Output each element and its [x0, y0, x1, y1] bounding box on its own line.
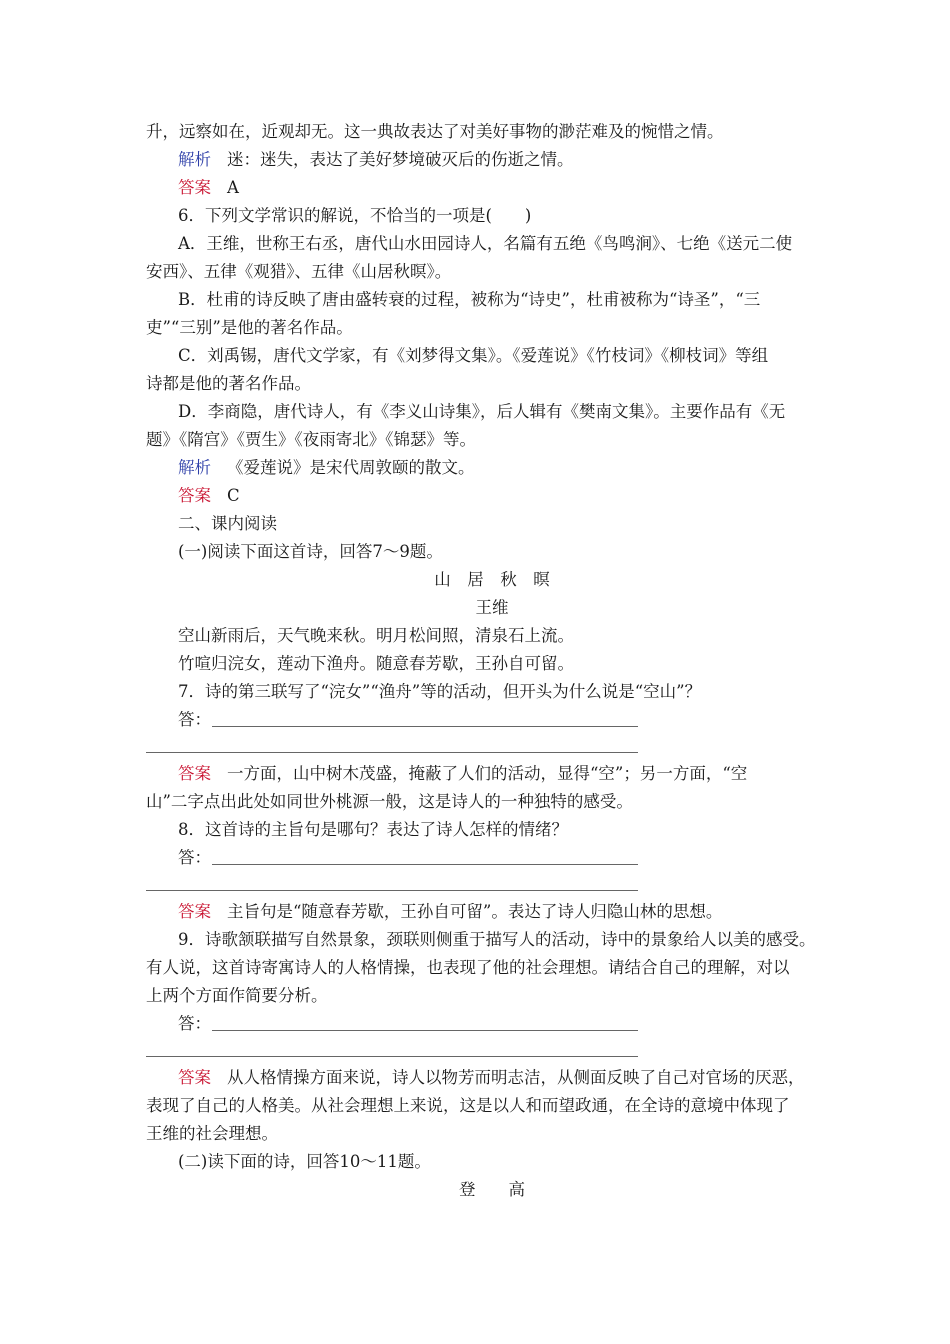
answer-prompt: 答： [178, 1014, 211, 1033]
answer-blank-line[interactable] [212, 1030, 638, 1031]
analysis-line [178, 458, 806, 478]
answer-line [178, 764, 806, 784]
answer-prompt: 答： [178, 710, 211, 729]
answer-blank-line[interactable] [146, 752, 638, 753]
answer-label: 答案 [178, 486, 211, 505]
answer-text: 从人格情操方面来说，诗人以物芳而明志洁，从侧面反映了自己对官场的厌恶， [227, 1068, 805, 1087]
answer-blank-line[interactable] [146, 1056, 638, 1057]
answer-text-line: 王维的社会理想。 [146, 1124, 278, 1143]
question-9-line1: 9．诗歌颔联描写自然景象，颈联则侧重于描写人的活动，诗中的景象给人以美的感受。 [178, 930, 816, 949]
answer-blank-line[interactable] [212, 864, 638, 865]
option-a-line1: A．王维，世称王右丞，唐代山水田园诗人，名篇有五绝《鸟鸣涧》、七绝《送元二使 [178, 234, 793, 253]
option-b-line2: 吏”“三别”是他的著名作品。 [146, 318, 353, 337]
answer-line [178, 902, 806, 922]
poem-author: 王维 [475, 598, 509, 617]
answer-text-line: 山”二字点出此处如同世外桃源一般，这是诗人的一种独特的感受。 [146, 792, 633, 811]
answer-text: 一方面，山中树木茂盛，掩蔽了人们的活动，显得“空”；另一方面，“空 [227, 764, 748, 783]
answer-line [178, 178, 806, 198]
poem-title: 登 高 [459, 1180, 525, 1199]
poem-line: 空山新雨后，天气晚来秋。明月松间照，清泉石上流。 [178, 626, 574, 645]
option-a-line2: 安西》、五律《观猎》、五律《山居秋暝》。 [146, 262, 452, 281]
option-c-line1: C．刘禹锡，唐代文学家，有《刘梦得文集》。《爱莲说》《竹枝词》《柳枝词》等组 [178, 346, 769, 365]
text-line: 升，远察如在，近观却无。这一典故表达了对美好事物的渺茫难及的惋惜之情。 [146, 122, 724, 141]
analysis-label: 解析 [178, 150, 211, 169]
question-9-line3: 上两个方面作简要分析。 [146, 986, 328, 1005]
answer-label: 答案 [178, 1068, 211, 1087]
question-7: 7．诗的第三联写了“浣女”“渔舟”等的活动，但开头为什么说是“空山”？ [178, 682, 702, 701]
poem-title: 山 居 秋 暝 [434, 570, 550, 589]
answer-blank-line[interactable] [146, 890, 638, 891]
option-c-line2: 诗都是他的著名作品。 [146, 374, 311, 393]
option-d-line2: 题》《隋宫》《贾生》《夜雨寄北》《锦瑟》等。 [146, 430, 476, 449]
section-heading: 二、课内阅读 [178, 514, 277, 533]
poem-line: 竹喧归浣女，莲动下渔舟。随意春芳歇，王孙自可留。 [178, 654, 574, 673]
answer-line [178, 486, 806, 506]
answer-text-line: 表现了自己的人格美。从社会理想上来说，这是以人和而望政通，在全诗的意境中体现了 [146, 1096, 790, 1115]
answer-line [178, 1068, 806, 1088]
answer-label: 答案 [178, 902, 211, 921]
analysis-text: 《爱莲说》是宋代周敦颐的散文。 [227, 458, 475, 477]
answer-label: 答案 [178, 764, 211, 783]
option-b-line1: B．杜甫的诗反映了唐由盛转衰的过程，被称为“诗史”，杜甫被称为“诗圣”，“三 [178, 290, 761, 309]
answer-prompt: 答： [178, 848, 211, 867]
subsection-instruction: (二)读下面的诗，回答10～11题。 [178, 1152, 431, 1171]
answer-blank-line[interactable] [212, 726, 638, 727]
option-d-line1: D．李商隐，唐代诗人，有《李义山诗集》，后人辑有《樊南文集》。主要作品有《无 [178, 402, 786, 421]
analysis-label: 解析 [178, 458, 211, 477]
answer-text: C [227, 486, 240, 505]
question-6: 6．下列文学常识的解说，不恰当的一项是( ) [178, 206, 532, 225]
subsection-instruction: (一)阅读下面这首诗，回答7～9题。 [178, 542, 443, 561]
question-9-line2: 有人说，这首诗寄寓诗人的人格情操，也表现了他的社会理想。请结合自己的理解，对以 [146, 958, 790, 977]
question-8: 8．这首诗的主旨句是哪句？表达了诗人怎样的情绪？ [178, 820, 568, 839]
answer-text: A [227, 178, 239, 197]
analysis-text: 迷：迷失，表达了美好梦境破灭后的伤逝之情。 [227, 150, 574, 169]
analysis-line [178, 150, 806, 170]
answer-text: 主旨句是“随意春芳歇，王孙自可留”。表达了诗人归隐山林的思想。 [227, 902, 723, 921]
answer-label: 答案 [178, 178, 211, 197]
